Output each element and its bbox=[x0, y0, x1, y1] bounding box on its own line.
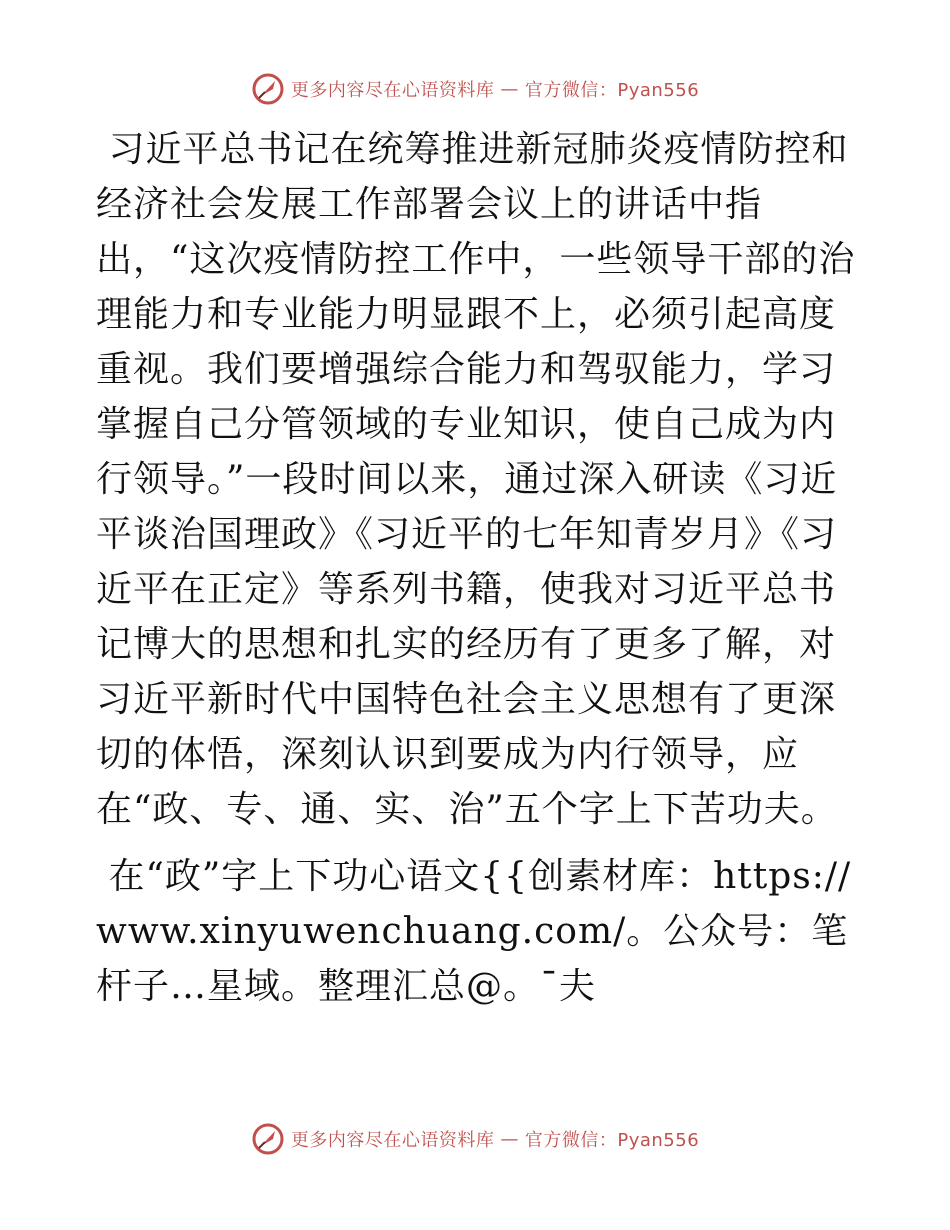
watermark-separator: — bbox=[500, 78, 519, 100]
watermark-footer bbox=[0, 1122, 950, 1156]
watermark-brand-text: 更多内容尽在心语资料库 bbox=[290, 80, 495, 101]
quill-logo-icon bbox=[251, 72, 285, 106]
paragraph-intro: 习近平总书记在统筹推进新冠肺炎疫情防控和经济社会发展工作部署会议上的讲话中指出，“这次疫情防控工作中，一些领导干部的治理能力和专业能力明显跟不上，必须引起高度重视。我们要增强综合能力和驾驭能力，学习掌握自己分管领域的专业知识，使自己成为内行领导。”一段时间以来，通过深入研读《习近平谈治国理政》《习近平的七年知青岁月》《习近平在正定》等系列书籍，使我对习近平总书记博大的思想和扎实的经历有了更多了解，对习近平新时代中国特色社会主义思想有了更深切的体悟，深刻认识到要成为内行领导，应在“政、专、通、实、治”五个字上下苦功夫。 bbox=[96, 129, 856, 830]
document-body bbox=[96, 122, 856, 1014]
watermark-account-text: 官方微信：Pyan556 bbox=[524, 1130, 700, 1151]
quill-logo-icon bbox=[251, 1122, 285, 1156]
paragraph-section-heading: 在“政”字上下功心语文{{创素材库：https://www.xinyuwenchuang.com/。公众号：笔杆子…星域。整理汇总@。¯夫 bbox=[96, 856, 852, 1007]
watermark-header bbox=[0, 72, 950, 106]
watermark-account-text: 官方微信：Pyan556 bbox=[524, 80, 700, 101]
watermark-brand-text: 更多内容尽在心语资料库 bbox=[290, 1130, 495, 1151]
watermark-separator: — bbox=[500, 1128, 519, 1150]
